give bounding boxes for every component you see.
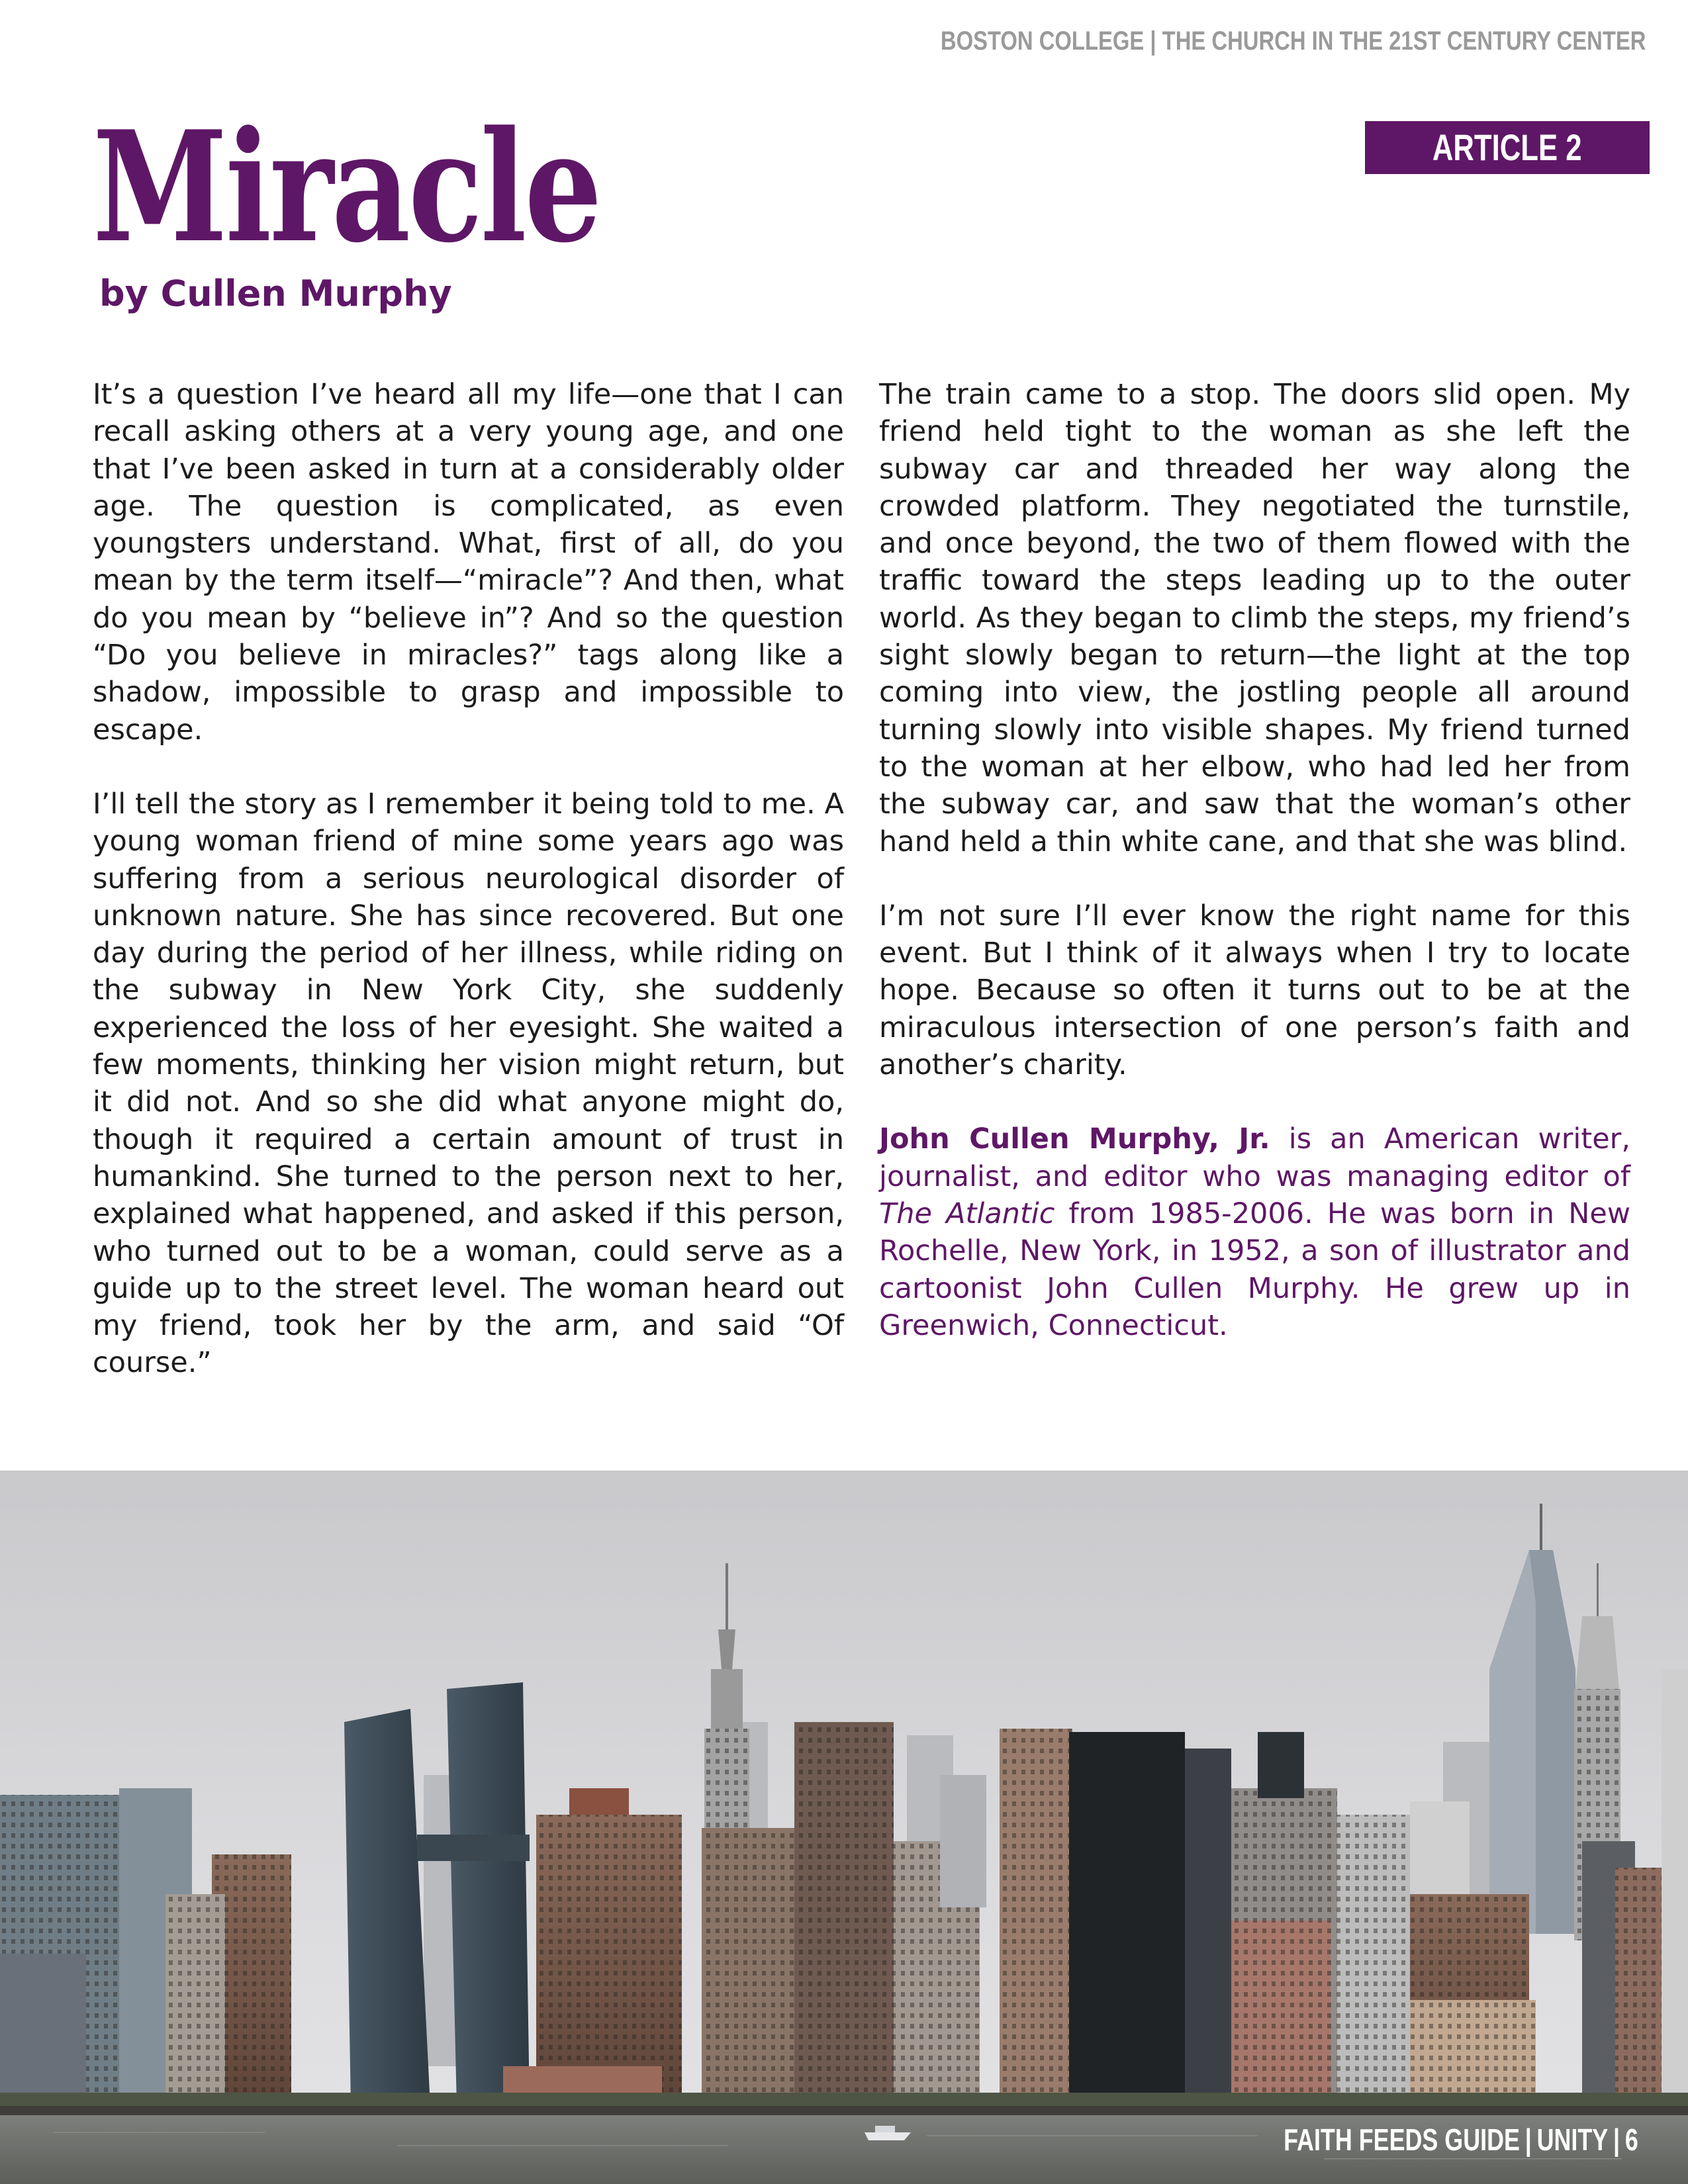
author-name: John Cullen Murphy, Jr. [879, 1122, 1270, 1156]
author-bio [879, 1120, 1630, 1344]
paragraph: I’ll tell the story as I remember it being told to me. A young woman friend of mine some years ago was suffering from a serious neurological disorder of unknown nature. She has since recovered. But one day during the period of her illness, while riding on the subway in New York City, she suddenly experienced the loss of her eyesight. She waited a few moments, thinking her vision might return, but it did not. And so she did what anyone might do, though it required a certain amount of trust in humankind. She turned to the person next to her, explained what happened, and asked if this person, who turned out to be a woman, could serve as a guide up to the street level. The woman heard out my friend, took her by the arm, and said “Of course.” [93, 787, 844, 1380]
byline: by Cullen Murphy [99, 273, 452, 314]
bio-text: from 1985-2006. He was born in New Rochelle, New York, in 1952, a son of illustrator and cartoonist John Cullen Murphy. He grew up in Greenwich, Connecticut. [879, 1197, 1630, 1342]
publication-name: The Atlantic [879, 1197, 1055, 1230]
paragraph: The train came to a stop. The doors slid open. My friend held tight to the woman as she left the subway car and threaded her way along the crowded platform. They negotiated the turnstile, and once beyond, the two of them flowed with the traffic toward the steps leading up to the outer world. As they began to climb the steps, my friend’s sight slowly began to return—the light at the top coming into view, the jostling people all around turning slowly into visible shapes. My friend turned to the woman at her elbow, who had led her from the subway car, and saw that the woman’s other hand held a thin white cane, and that she was blind. [879, 378, 1630, 858]
footer-section: UNITY [1536, 2122, 1609, 2157]
article-badge [1365, 121, 1650, 174]
right-column [879, 376, 1630, 1381]
footer-guide: FAITH FEEDS GUIDE [1284, 2122, 1521, 2157]
paragraph: It’s a question I’ve heard all my life—one that I can recall asking others at a very young age, and one that I’ve been asked in turn at a considerably older age. The question is complicated, as even youngsters understand. What, first of all, do you mean by the term itself—“miracle”? And then, what do you mean by “believe in”? And so the question “Do you believe in miracles?” tags along like a shadow, impossible to grasp and impossible to escape. [93, 378, 844, 747]
city-skyline-photo [0, 1471, 1688, 2184]
left-column [93, 376, 844, 1419]
paragraph: I’m not sure I’ll ever know the right name for this event. But I think of it always when I try to locate hope. Because so often it turns out to be at the miraculous intersection of one person’s faith and another’s charity. [879, 899, 1630, 1082]
bio-text: is an American writer, journalist, and editor who was managing editor of [879, 1122, 1630, 1193]
article-title: Miracle [93, 98, 600, 277]
running-header: BOSTON COLLEGE | THE CHURCH IN THE 21ST CENTURY CENTER [940, 26, 1646, 56]
page-number: 6 [1625, 2122, 1638, 2157]
page-footer: FAITH FEEDS GUIDE | UNITY | 6 [1284, 2122, 1638, 2157]
article-badge-label: ARTICLE 2 [1432, 126, 1582, 168]
